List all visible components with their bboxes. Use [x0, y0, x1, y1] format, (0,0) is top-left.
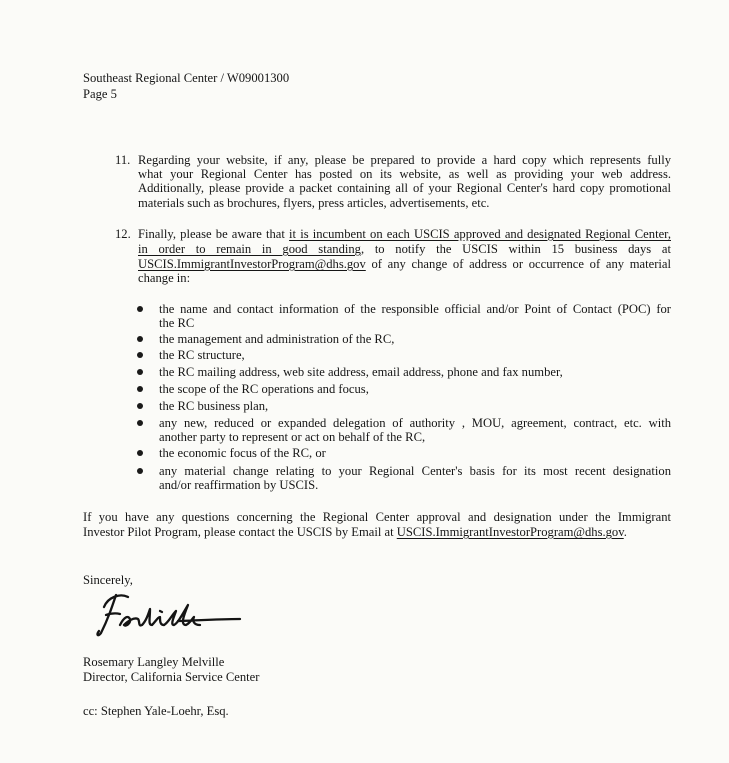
list-item: the name and contact information of the responsible official and/or Point of Contact (POC) for [159, 302, 671, 316]
header-reference: Southeast Regional Center / W09001300 [83, 71, 290, 85]
item-11-line-3: Additionally, please provide a packet containing all of your Regional Center's hard copy promotional [138, 181, 671, 195]
list-item: the RC structure, [159, 348, 245, 362]
bullet-icon [137, 403, 143, 409]
item-11-line-4: materials such as brochures, flyers, press articles, advertisements, etc. [138, 196, 490, 210]
bullet-icon [137, 306, 143, 312]
list-item: the scope of the RC operations and focus, [159, 382, 369, 396]
uscis-email-link[interactable]: USCIS.ImmigrantInvestorProgram@dhs.gov [138, 257, 366, 271]
uscis-email-link[interactable]: USCIS.ImmigrantInvestorProgram@dhs.gov [396, 525, 624, 539]
item-12-text: , to notify the USCIS within 15 business days at [360, 242, 671, 256]
item-12-number: 12. [115, 227, 131, 241]
list-item: any new, reduced or expanded delegation of authority , MOU, agreement, contract, etc. with [159, 416, 671, 430]
item-12-line-2 [138, 242, 671, 257]
item-11-line-2: what your Regional Center has posted on its website, as well as providing your web address. [138, 167, 671, 181]
bullet-icon [137, 420, 143, 426]
sincerely: Sincerely, [83, 573, 133, 587]
item-12-underlined-text: in order to remain in good standing [138, 242, 361, 256]
list-item: any material change relating to your Regional Center's basis for its most recent designation [159, 464, 671, 478]
signer-title: Director, California Service Center [83, 670, 260, 684]
bullet-icon [137, 369, 143, 375]
bullet-icon [137, 386, 143, 392]
signer-name: Rosemary Langley Melville [83, 655, 225, 669]
item-12-text: Finally, please be aware that [138, 227, 290, 241]
item-11-line-1: Regarding your website, if any, please be prepared to provide a hard copy which represents fully [138, 153, 671, 167]
bullet-icon [137, 336, 143, 342]
list-item-continuation: and/or reaffirmation by USCIS. [159, 478, 319, 492]
list-item: the RC business plan, [159, 399, 269, 413]
cc-line: cc: Stephen Yale-Loehr, Esq. [83, 704, 229, 718]
bullet-icon [137, 352, 143, 358]
signature-image [94, 585, 244, 641]
list-item: the RC mailing address, web site address, email address, phone and fax number, [159, 365, 563, 379]
list-item: the management and administration of the RC, [159, 332, 395, 346]
closing-paragraph-line-2 [83, 525, 627, 540]
item-12-line-4: change in: [138, 271, 191, 285]
closing-text: . [623, 525, 627, 539]
bullet-icon [137, 468, 143, 474]
item-11-number: 11. [115, 153, 131, 167]
item-12-text: of any change of address or occurrence of any material [365, 257, 671, 271]
item-12-line-1 [138, 227, 671, 242]
closing-paragraph-line-1: If you have any questions concerning the Regional Center approval and designation under the Immigrant [83, 510, 671, 524]
list-item-continuation: another party to represent or act on behalf of the RC, [159, 430, 426, 444]
bullet-icon [137, 450, 143, 456]
list-item-continuation: the RC [159, 316, 195, 330]
header-page-number: Page 5 [83, 87, 117, 101]
list-item: the economic focus of the RC, or [159, 446, 326, 460]
item-12-line-3 [138, 257, 671, 272]
closing-text: Investor Pilot Program, please contact the USCIS by Email at [83, 525, 397, 539]
item-12-underlined-text: it is incumbent on each USCIS approved and designated Regional Center, [289, 227, 671, 241]
